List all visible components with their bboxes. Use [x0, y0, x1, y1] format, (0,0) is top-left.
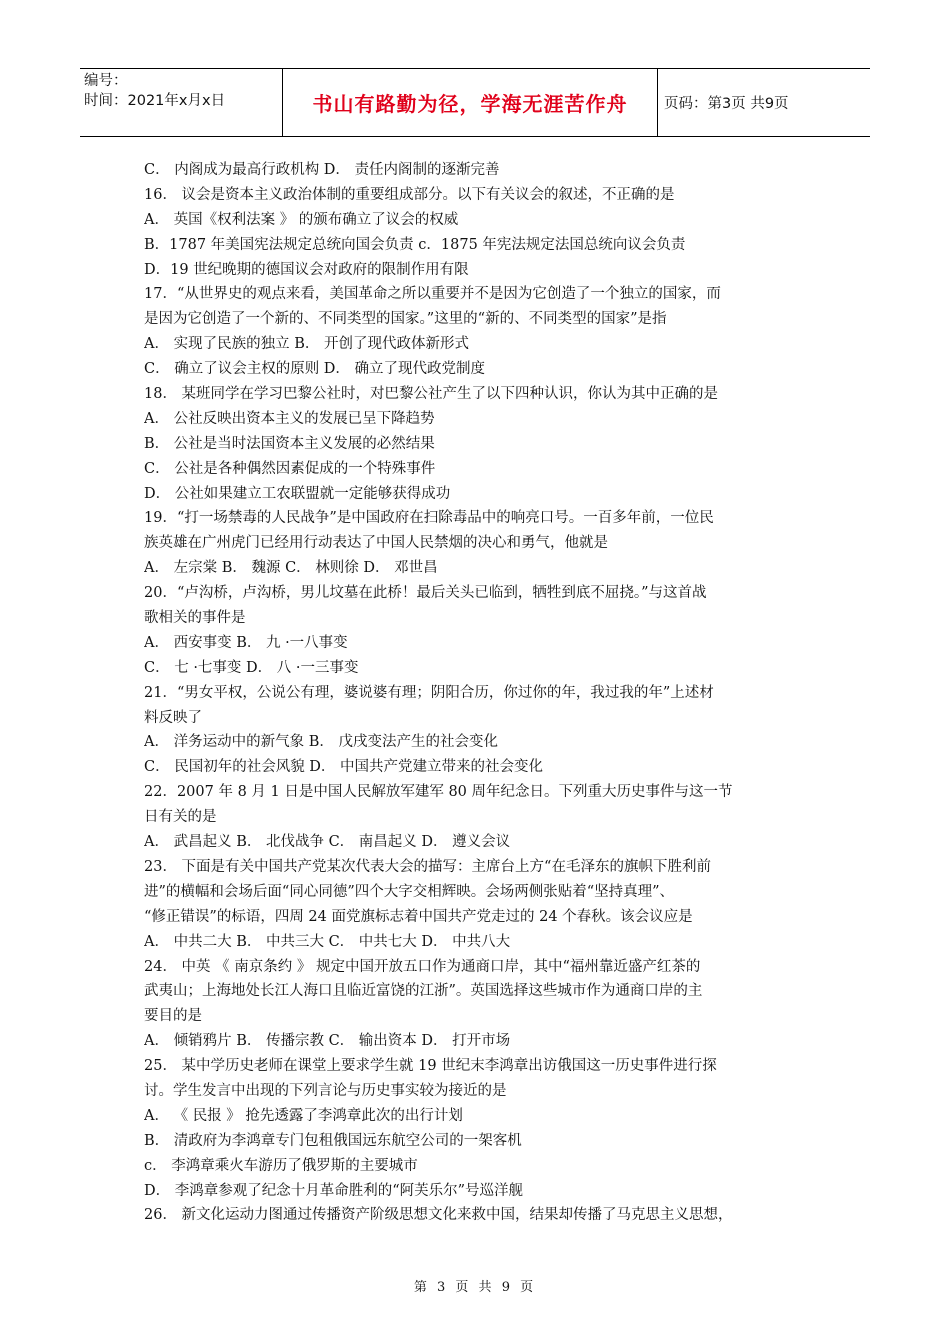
text-line: 22．2007 年 8 月 1 日是中国人民解放军建军 80 周年纪念日。下列重大历史事件与这一节: [144, 784, 733, 801]
text-line: A． 《 民报 》 抢先透露了李鸿章此次的出行计划: [144, 1107, 463, 1124]
text-line: 26． 新文化运动力图通过传播资产阶级思想文化来救中国，结果却传播了马克思主义思想，: [144, 1207, 733, 1224]
page-info: 页码：第3页 共9页: [664, 96, 789, 112]
number-label: 编号：: [84, 73, 128, 89]
text-line: B． 公社是当时法国资本主义发展的必然结果: [144, 435, 435, 452]
text-line: A． 公社反映出资本主义的发展已呈下降趋势: [144, 410, 435, 427]
text-line: A． 英国《权利法案 》 的颁布确立了议会的权威: [144, 211, 459, 228]
text-line: B．1787 年美国宪法规定总统向国会负责 c．1875 年宪法规定法国总统向议会负责: [144, 236, 686, 253]
page-footer: 第 3 页 共 9 页: [413, 1280, 537, 1295]
header-meta: [80, 69, 283, 136]
text-line: C． 民国初年的社会风貌 D． 中国共产党建立带来的社会变化: [144, 759, 544, 776]
text-line: 讨。学生发言中出现的下列言论与历史事实较为接近的是: [144, 1082, 507, 1099]
text-line: A． 中共二大 B． 中共三大 C． 中共七大 D． 中共八大: [144, 933, 511, 950]
text-line: 进”的横幅和会场后面“同心同德”四个大字交相辉映。会场两侧张贴着“坚持真理”、: [144, 883, 675, 900]
text-line: 20．“卢沟桥，卢沟桥，男儿坟墓在此桥！最后关头已临到，牺牲到底不屈挠。”与这首战: [144, 585, 707, 602]
text-line: A． 西安事变 B． 九 ·一八事变: [144, 634, 348, 651]
text-line: C． 七 ·七事变 D． 八 ·一三事变: [144, 659, 359, 676]
text-line: B． 清政府为李鸿章专门包租俄国远东航空公司的一架客机: [144, 1132, 522, 1149]
text-line: A． 实现了民族的独立 B． 开创了现代政体新形式: [144, 336, 469, 353]
text-line: 是因为它创造了一个新的、不同类型的国家。”这里的“新的、不同类型的国家”是指: [144, 311, 667, 328]
text-line: 25． 某中学历史老师在课堂上要求学生就 19 世纪末李鸿章出访俄国这一历史事件进行探: [144, 1058, 717, 1075]
text-line: 武夷山；上海地处长江人海口且临近富饶的江浙”。英国选择这些城市作为通商口岸的主: [144, 983, 703, 1000]
document-body: [144, 158, 810, 1228]
text-line: C． 公社是各种偶然因素促成的一个特殊事件: [144, 460, 436, 477]
text-line: “修正错误”的标语，四周 24 面党旗标志着中国共产党走过的 24 个春秋。该会议应是: [144, 908, 693, 925]
text-line: 18． 某班同学在学习巴黎公社时，对巴黎公社产生了以下四种认识，你认为其中正确的是: [144, 386, 719, 403]
text-line: C． 确立了议会主权的原则 D． 确立了现代政党制度: [144, 361, 486, 378]
text-line: D． 公社如果建立工农联盟就一定能够获得成功: [144, 485, 451, 502]
text-line: C． 内阁成为最高行政机构 D． 责任内阁制的逐渐完善: [144, 162, 500, 178]
text-line: 17．“从世界史的观点来看，美国革命之所以重要并不是因为它创造了一个独立的国家，而: [144, 286, 721, 303]
text-line: 歌相关的事件是: [144, 610, 246, 627]
time-label: 时间：2021年x月x日: [84, 93, 226, 109]
text-line: 日有关的是: [144, 809, 217, 826]
text-line: 21．“男女平权，公说公有理，婆说婆有理；阴阳合历，你过你的年，我过我的年”上述材: [144, 684, 714, 701]
text-line: c． 李鸿章乘火车游历了俄罗斯的主要城市: [144, 1157, 418, 1174]
text-line: 23． 下面是有关中国共产党某次代表大会的描写：主席台上方“在毛泽东的旗帜下胜利前: [144, 858, 711, 875]
text-line: A． 左宗棠 B． 魏源 C． 林则徐 D． 邓世昌: [144, 560, 438, 577]
text-line: A． 武昌起义 B． 北伐战争 C． 南昌起义 D． 遵义会议: [144, 834, 511, 851]
motto: 书山有路勤为径，学海无涯苦作舟: [283, 69, 658, 136]
text-line: A． 洋务运动中的新气象 B． 戊戌变法产生的社会变化: [144, 734, 498, 751]
text-line: 24． 中英 《 南京条约 》 规定中国开放五口作为通商口岸，其中“福州靠近盛产红茶的: [144, 958, 701, 975]
text-line: 族英雄在广州虎门已经用行动表达了中国人民禁烟的决心和勇气，他就是: [144, 535, 608, 552]
text-line: D．19 世纪晚期的德国议会对政府的限制作用有限: [144, 261, 469, 278]
text-line: 16． 议会是资本主义政治体制的重要组成部分。以下有关议会的叙述，不正确的是: [144, 186, 675, 203]
text-line: D． 李鸿章参观了纪念十月革命胜利的“阿芙乐尔”号巡洋舰: [144, 1182, 524, 1199]
text-line: A． 倾销鸦片 B． 传播宗教 C． 输出资本 D． 打开市场: [144, 1033, 511, 1050]
text-line: 料反映了: [144, 709, 202, 726]
text-line: 要目的是: [144, 1008, 202, 1025]
page-header: [80, 68, 870, 137]
text-line: 19．“打一场禁毒的人民战争”是中国政府在扫除毒品中的响亮口号。一百多年前，一位民: [144, 510, 714, 527]
